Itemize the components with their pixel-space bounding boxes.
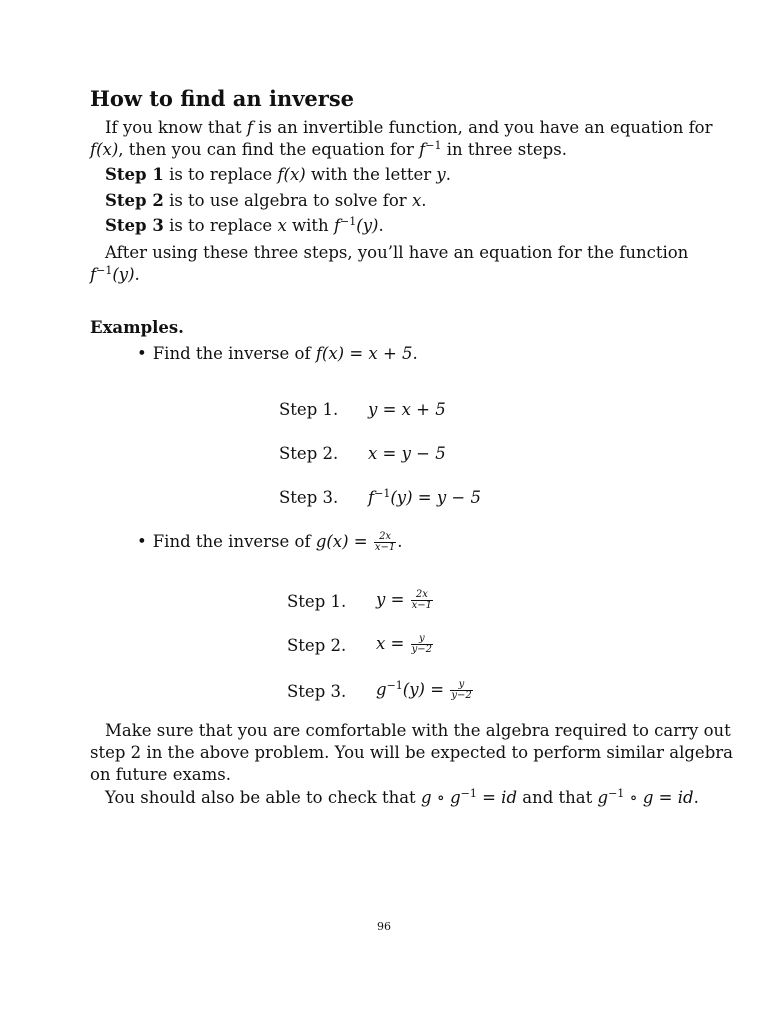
fraction-denominator: x−1	[411, 600, 433, 611]
math-identity: = id	[476, 788, 518, 807]
closing-line-4	[105, 787, 699, 809]
prompt-text: Find the inverse of	[152, 344, 311, 363]
punctuation: .	[412, 344, 418, 363]
fraction-numerator: y	[450, 680, 472, 691]
fraction	[411, 590, 433, 611]
closing-line-1: Make sure that you are comfortable with the algebra required to carry out	[105, 721, 731, 740]
punctuation: .	[421, 191, 427, 210]
math-of-y: (y)	[356, 216, 379, 235]
math-exponent: −1	[386, 679, 403, 692]
bullet-icon: •	[137, 532, 147, 551]
fraction-denominator: x−1	[374, 542, 396, 553]
page-number: 96	[377, 920, 391, 933]
step-text: is to use algebra to solve for	[169, 191, 407, 210]
step-1-line	[105, 164, 451, 186]
section-title: How to find an inverse	[90, 86, 355, 111]
math-of-y: (y)	[112, 265, 135, 284]
example-1-step-2-eq: x = y − 5	[368, 444, 446, 463]
step-text: with the letter	[311, 165, 432, 184]
example-1-step-3-eq	[368, 488, 481, 507]
example-2-step-2-eq	[376, 634, 434, 655]
after-line-1: After using these three steps, you’ll have an equation for the function	[105, 243, 689, 262]
intro-text: is an invertible function, and you have an equation for	[258, 118, 713, 137]
math-exponent: −1	[96, 264, 113, 277]
closing-text: You should also be able to check that	[105, 788, 416, 807]
intro-text: , then you can find the equation for	[118, 140, 414, 159]
intro-line-2	[90, 139, 567, 161]
intro-text: If you know that	[105, 118, 242, 137]
fraction-numerator: 2x	[411, 590, 433, 601]
math-rhs: (y) = y − 5	[390, 488, 481, 507]
math-exponent: −1	[340, 215, 357, 228]
fraction	[411, 634, 433, 655]
math-f-inverse: f	[333, 216, 341, 235]
math-exponent: −1	[608, 787, 625, 800]
example-2-step-1-eq	[376, 590, 434, 611]
math-f-of-x: f(x)	[90, 140, 119, 159]
intro-text: in three steps.	[446, 140, 567, 159]
math-f-of-x: f(x)	[277, 165, 306, 184]
math-lhs: x =	[376, 634, 405, 653]
math-exponent: −1	[425, 139, 442, 152]
punctuation: .	[693, 788, 699, 807]
example-1-step-1-eq: y = x + 5	[368, 400, 446, 419]
step-text: with	[292, 216, 329, 235]
example-1-prompt	[137, 343, 418, 365]
example-2-step-2-label: Step 2.	[287, 636, 347, 655]
math-g-definition: g(x) =	[315, 532, 368, 551]
closing-text: and that	[522, 788, 593, 807]
punctuation: .	[397, 532, 403, 551]
bullet-icon: •	[137, 344, 147, 363]
math-y: y	[436, 165, 446, 184]
step-2-label: Step 2	[105, 191, 164, 210]
math-composition: g ∘ g	[420, 788, 461, 807]
example-2-step-3-label: Step 3.	[287, 682, 347, 701]
intro-line-1	[90, 117, 713, 139]
example-2-step-1-label: Step 1.	[287, 592, 347, 611]
math-f: f	[246, 118, 254, 137]
step-1-label: Step 1	[105, 165, 164, 184]
example-2-prompt	[137, 531, 403, 553]
punctuation: .	[378, 216, 384, 235]
step-3-line	[105, 215, 384, 237]
closing-line-2: step 2 in the above problem. You will be expected to perform similar algebra	[90, 743, 733, 762]
math-exponent: −1	[374, 487, 391, 500]
step-2-line	[105, 190, 427, 212]
punctuation: .	[134, 265, 140, 284]
step-text: is to replace	[169, 216, 273, 235]
math-lhs: (y) =	[402, 680, 445, 699]
example-1-step-2-label: Step 2.	[279, 444, 339, 463]
math-x: x	[277, 216, 287, 235]
example-2-step-3-eq	[376, 680, 474, 701]
math-g: g	[597, 788, 609, 807]
after-line-2	[90, 264, 140, 286]
math-f-inverse: f	[368, 488, 375, 507]
math-f-inverse: f	[419, 140, 426, 159]
math-f-inverse: f	[90, 265, 97, 284]
fraction-denominator: y−2	[411, 644, 433, 655]
fraction-denominator: y−2	[451, 690, 472, 701]
math-exponent: −1	[460, 787, 477, 800]
math-f-definition: f(x) = x + 5	[315, 344, 413, 363]
math-g-inverse: g	[376, 680, 387, 699]
example-1-step-3-label: Step 3.	[279, 488, 339, 507]
examples-heading: Examples.	[90, 318, 184, 337]
math-identity: ∘ g = id	[624, 788, 694, 807]
step-3-label: Step 3	[105, 216, 164, 235]
fraction-numerator: 2x	[374, 532, 396, 543]
math-x: x	[411, 191, 422, 210]
fraction	[374, 532, 396, 553]
fraction	[450, 680, 472, 701]
math-lhs: y =	[376, 590, 405, 609]
punctuation: .	[445, 165, 451, 184]
example-1-step-1-label: Step 1.	[279, 400, 339, 419]
step-text: is to replace	[169, 165, 273, 184]
closing-line-3: on future exams.	[90, 765, 231, 784]
fraction-numerator: y	[411, 634, 433, 645]
prompt-text: Find the inverse of	[152, 532, 311, 551]
